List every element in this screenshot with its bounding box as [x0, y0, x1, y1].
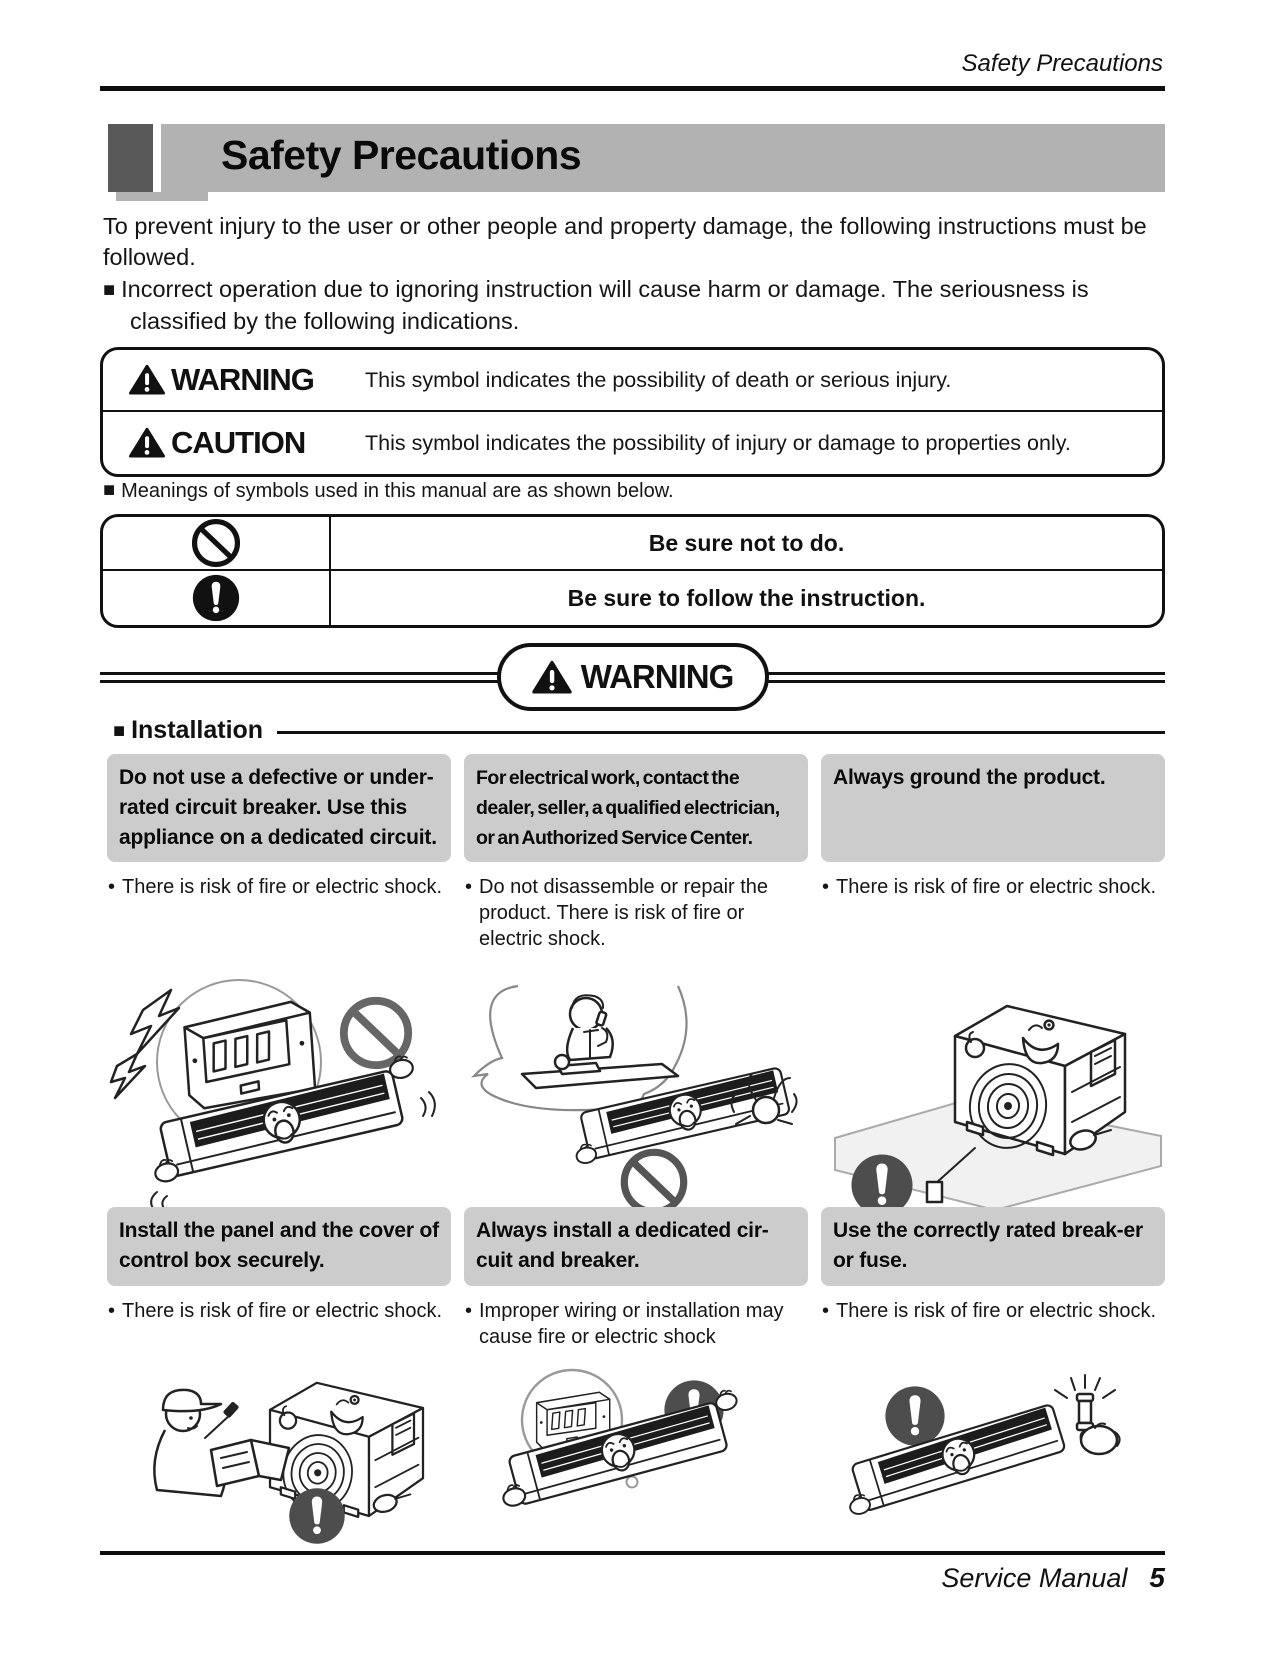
card-bullet: • Do not disassemble or repair the product. There is risk of fire or electric shock.: [464, 874, 808, 952]
intro-bullet: ■ Incorrect operation due to ignoring instruction will cause harm or damage. The seriousness is classified by the following indications.: [103, 276, 1089, 334]
dedicated-circuit-breaker-illustration: [464, 1368, 808, 1555]
warning-triangle-icon: [129, 364, 165, 396]
installation-section-header: [113, 716, 1165, 745]
card-bullet: • There is risk of fire or electric shock.: [821, 1298, 1165, 1324]
call-qualified-electrician-illustration: [464, 970, 808, 1223]
warning-triangle-icon: [129, 427, 165, 459]
warning-card: [107, 754, 451, 1223]
card-title: Use the correctly rated break-er or fuse.: [821, 1207, 1165, 1286]
banner-left-rule: [100, 672, 499, 683]
warnings-row-2: [107, 1207, 1165, 1555]
warning-label: [129, 362, 365, 398]
prohibition-icon: [190, 517, 242, 569]
correct-breaker-fuse-illustration: [821, 1368, 1165, 1555]
warning-card: [821, 754, 1165, 1223]
card-bullet: • Improper wiring or installation may cause fire or electric shock: [464, 1298, 808, 1350]
caution-description: This symbol indicates the possibility of injury or damage to properties only.: [365, 430, 1071, 455]
instruction-icon: [191, 573, 241, 623]
banner-right-rule: [767, 672, 1166, 683]
card-title: Always ground the product.: [821, 754, 1165, 862]
section-title: ■ Installation: [113, 716, 264, 744]
footer: [941, 1562, 1165, 1594]
warning-banner: [100, 641, 1165, 713]
footer-rule: [100, 1551, 1165, 1555]
title-bar-shadow: [116, 192, 208, 201]
card-title: Always install a dedicated cir-cuit and breaker.: [464, 1207, 808, 1286]
defective-breaker-prohibited-illustration: [107, 970, 451, 1223]
section-rule: [277, 731, 1165, 734]
card-title: Do not use a defective or under-rated circuit breaker. Use this appliance on a dedicated circuit.: [107, 754, 451, 862]
table-row: [103, 571, 1162, 625]
install-panel-securely-illustration: [107, 1368, 451, 1555]
caution-label: [129, 425, 365, 461]
warnings-row-1: [107, 754, 1165, 1223]
card-title: Install the panel and the cover of control box securely.: [107, 1207, 451, 1286]
prohibition-cell: [103, 517, 331, 569]
table-row: [103, 517, 1162, 571]
warning-card: [821, 1207, 1165, 1555]
warning-description: This symbol indicates the possibility of death or serious injury.: [365, 367, 952, 392]
warning-triangle-icon: [532, 660, 572, 695]
title-accent-square: [108, 124, 153, 192]
instruction-meaning: Be sure to follow the instruction.: [567, 584, 926, 611]
square-bullet-marker: ■: [103, 279, 116, 301]
footer-label: Service Manual: [941, 1563, 1128, 1593]
banner-word: WARNING: [580, 658, 734, 695]
caution-word: CAUTION: [171, 425, 306, 460]
running-header: Safety Precautions: [961, 50, 1163, 77]
card-bullet: • There is risk of fire or electric shock.: [821, 874, 1165, 900]
ground-the-product-illustration: [821, 970, 1165, 1223]
symbols-table: [100, 514, 1165, 628]
warning-card: [107, 1207, 451, 1555]
warning-banner-pill: [497, 643, 769, 711]
warning-card: [464, 1207, 808, 1555]
card-bullet: • There is risk of fire or electric shock.: [107, 874, 451, 900]
instruction-cell: [103, 571, 331, 625]
warning-word: WARNING: [171, 362, 314, 397]
warning-legend-row: [103, 350, 1162, 412]
warning-card: [464, 754, 808, 1223]
page-number: 5: [1149, 1562, 1165, 1593]
card-bullet: • There is risk of fire or electric shock.: [107, 1298, 451, 1324]
title-bar: [108, 124, 1165, 192]
severity-legend-box: [100, 347, 1165, 477]
card-title: For electrical work, contact the dealer, seller, a qualified electrician, or an Authorized Service Center.: [464, 754, 808, 862]
header-rule: [100, 86, 1165, 91]
intro-paragraph: To prevent injury to the user or other people and property damage, the following instructions must be followed.: [103, 213, 1147, 270]
intro-text: [103, 211, 1165, 337]
page-title: Safety Precautions: [221, 132, 582, 178]
symbols-note: ■ Meanings of symbols used in this manual are as shown below.: [103, 479, 674, 502]
caution-legend-row: [103, 412, 1162, 474]
prohibition-meaning: Be sure not to do.: [648, 529, 845, 556]
